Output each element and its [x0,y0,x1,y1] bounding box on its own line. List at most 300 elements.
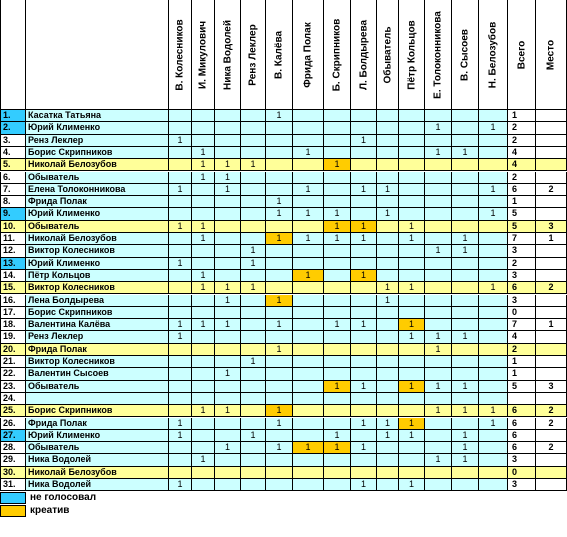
row-number: 29. [0,454,26,466]
vote-cell [215,454,241,466]
vote-cell [169,122,192,134]
vote-cell [452,110,479,122]
vote-cell: 1 [215,405,241,417]
vote-cell [399,172,425,184]
row-number: 14. [0,270,26,282]
vote-cell: 1 [399,233,425,245]
place-cell: 2 [536,442,567,454]
vote-cell [169,393,192,405]
vote-cell [192,479,215,491]
total-cell: 5 [508,381,536,393]
row-number: 18. [0,319,26,331]
vote-cell: 1 [293,442,324,454]
vote-cell [377,368,399,380]
column-header-label: Ника Водолей [222,19,233,90]
vote-cell: 1 [425,405,452,417]
vote-cell [215,344,241,356]
vote-cell [324,307,351,319]
place-cell [536,368,567,380]
vote-cell [377,159,399,171]
place-cell [536,245,567,257]
vote-cell: 1 [452,331,479,343]
vote-cell: 1 [425,245,452,257]
author-name: Фрида Полак [26,418,169,430]
vote-cell [241,381,266,393]
vote-cell [241,208,266,220]
vote-cell [399,368,425,380]
table-row [0,319,567,331]
legend-label: не голосовал [30,492,97,504]
vote-cell [351,430,377,442]
column-header-label: Л. Болдырева [358,19,369,90]
vote-cell [399,110,425,122]
vote-cell [241,110,266,122]
total-cell: 3 [508,270,536,282]
column-header [169,0,192,110]
vote-cell: 1 [169,258,192,270]
vote-cell [241,196,266,208]
vote-cell: 1 [215,172,241,184]
column-header [399,0,425,110]
place-cell: 3 [536,381,567,393]
vote-cell [351,282,377,294]
vote-cell [377,110,399,122]
vote-cell [266,430,293,442]
vote-cell: 1 [351,135,377,147]
vote-cell [452,172,479,184]
table-row [0,184,567,196]
place-cell [536,258,567,270]
vote-cell [169,344,192,356]
vote-cell [425,172,452,184]
vote-cell [293,479,324,491]
vote-cell [293,344,324,356]
total-cell: 2 [508,172,536,184]
vote-cell [169,147,192,159]
row-number: 28. [0,442,26,454]
vote-cell: 1 [215,319,241,331]
total-cell: 2 [508,122,536,134]
total-cell [508,393,536,405]
author-name: Обыватель [26,381,169,393]
vote-cell [324,135,351,147]
vote-cell [215,307,241,319]
total-cell: 3 [508,295,536,307]
place-cell [536,331,567,343]
vote-cell [266,331,293,343]
author-name: Борис Скрипников [26,405,169,417]
vote-cell: 1 [293,184,324,196]
vote-cell [479,368,508,380]
table-row [0,172,567,184]
total-cell: 0 [508,467,536,479]
vote-cell [293,196,324,208]
vote-cell [324,479,351,491]
vote-cell [241,295,266,307]
vote-cell [399,393,425,405]
column-header-label: Обыватель [382,25,393,84]
vote-cell: 1 [399,221,425,233]
vote-cell [241,368,266,380]
vote-cell [293,381,324,393]
vote-cell [479,135,508,147]
column-header-label: Н. Белозубов [487,21,499,88]
place-cell [536,479,567,491]
row-number: 23. [0,381,26,393]
vote-cell [425,208,452,220]
vote-cell [169,442,192,454]
vote-cell [324,282,351,294]
vote-cell [266,307,293,319]
vote-cell [479,159,508,171]
vote-cell: 1 [169,319,192,331]
legend-item [0,492,567,504]
place-cell [536,135,567,147]
total-cell: 7 [508,233,536,245]
vote-cell [241,307,266,319]
vote-cell [425,479,452,491]
vote-cell: 1 [425,122,452,134]
vote-cell [425,442,452,454]
vote-cell [479,270,508,282]
column-header-label: Е. Толоконникова [432,10,444,99]
row-number: 31. [0,479,26,491]
vote-cell [479,147,508,159]
vote-cell [169,381,192,393]
vote-cell [452,221,479,233]
vote-cell [351,122,377,134]
vote-cell [241,405,266,417]
vote-cell: 1 [266,196,293,208]
row-number: 2. [0,122,26,134]
column-header [241,0,266,110]
vote-cell [452,122,479,134]
vote-cell [192,331,215,343]
author-name: Николай Белозубов [26,159,169,171]
total-cell: 3 [508,245,536,257]
vote-cell [293,221,324,233]
row-number: 21. [0,356,26,368]
vote-cell [324,295,351,307]
vote-cell: 1 [266,295,293,307]
table-row [0,442,567,454]
vote-cell [351,258,377,270]
place-cell: 1 [536,233,567,245]
vote-cell [293,393,324,405]
total-cell: 3 [508,454,536,466]
vote-cell [377,393,399,405]
vote-cell: 1 [377,208,399,220]
vote-cell: 1 [377,282,399,294]
column-header-label: В. Колесников [174,18,186,91]
column-header [324,0,351,110]
vote-cell [452,344,479,356]
vote-cell [266,172,293,184]
vote-cell [266,122,293,134]
vote-cell [293,135,324,147]
vote-cell [377,135,399,147]
vote-cell [293,319,324,331]
total-cell: 6 [508,282,536,294]
vote-cell [452,258,479,270]
vote-cell [241,331,266,343]
author-name: Валентин Сысоев [26,368,169,380]
vote-cell: 1 [215,159,241,171]
row-number: 19. [0,331,26,343]
vote-cell [215,331,241,343]
vote-cell [215,356,241,368]
vote-cell: 1 [324,208,351,220]
vote-cell [399,467,425,479]
author-name: Юрий Клименко [26,122,169,134]
vote-cell [293,418,324,430]
vote-cell: 1 [324,233,351,245]
vote-cell [215,147,241,159]
column-header-label: И. Микулович [197,20,209,89]
vote-cell [351,307,377,319]
vote-cell [452,368,479,380]
vote-cell [377,307,399,319]
vote-cell [351,110,377,122]
vote-cell: 1 [399,282,425,294]
row-number: 3. [0,135,26,147]
vote-cell [266,368,293,380]
vote-cell [241,233,266,245]
vote-cell: 1 [169,184,192,196]
vote-cell: 1 [479,405,508,417]
author-name: Фрида Полак [26,196,169,208]
vote-cell [293,159,324,171]
vote-cell [293,430,324,442]
column-header-label: Б. Скрипников [331,18,343,91]
total-cell: 7 [508,319,536,331]
vote-cell [351,172,377,184]
vote-cell [425,418,452,430]
vote-cell [351,245,377,257]
vote-cell: 1 [479,122,508,134]
place-cell: 2 [536,184,567,196]
vote-cell [169,454,192,466]
vote-cell: 1 [452,454,479,466]
vote-cell: 1 [266,208,293,220]
vote-cell [169,282,192,294]
vote-cell [351,454,377,466]
vote-cell [169,307,192,319]
vote-cell: 1 [266,418,293,430]
vote-cell [169,356,192,368]
place-cell: 3 [536,221,567,233]
vote-cell [241,122,266,134]
vote-cell [479,258,508,270]
vote-cell: 1 [169,331,192,343]
vote-cell [293,307,324,319]
table-row [0,368,567,380]
total-cell: 6 [508,430,536,442]
vote-cell: 1 [169,135,192,147]
place-cell [536,344,567,356]
vote-cell [324,270,351,282]
vote-cell: 1 [479,282,508,294]
row-number: 9. [0,208,26,220]
vote-cell [215,245,241,257]
vote-cell [399,405,425,417]
vote-cell [399,135,425,147]
vote-cell [425,196,452,208]
vote-cell: 1 [377,418,399,430]
vote-cell: 1 [266,344,293,356]
vote-cell [266,159,293,171]
total-cell: 5 [508,208,536,220]
vote-cell: 1 [351,233,377,245]
vote-cell [377,356,399,368]
vote-cell: 1 [351,270,377,282]
vote-cell [479,381,508,393]
vote-cell [351,368,377,380]
table-row [0,356,567,368]
vote-cell: 1 [377,430,399,442]
author-name: Ника Водолей [26,479,169,491]
legend-item [0,505,567,517]
vote-cell: 1 [351,221,377,233]
table-row [0,208,567,220]
column-header [192,0,215,110]
vote-cell [479,344,508,356]
total-cell: 3 [508,479,536,491]
vote-cell [293,368,324,380]
vote-cell [215,196,241,208]
row-number: 12. [0,245,26,257]
vote-cell [266,356,293,368]
column-header [536,0,567,110]
total-cell: 4 [508,331,536,343]
vote-cell [377,221,399,233]
vote-cell [351,208,377,220]
vote-cell: 1 [293,270,324,282]
vote-cell [241,221,266,233]
vote-cell: 1 [452,233,479,245]
vote-cell [192,381,215,393]
vote-cell [351,393,377,405]
author-name: Обыватель [26,442,169,454]
vote-cell [266,147,293,159]
vote-cell [169,270,192,282]
table-row [0,122,567,134]
vote-cell: 1 [215,295,241,307]
vote-cell [241,172,266,184]
table-row [0,221,567,233]
place-cell [536,430,567,442]
vote-cell [266,135,293,147]
place-cell [536,147,567,159]
vote-cell [266,258,293,270]
author-name: Обыватель [26,172,169,184]
vote-cell: 1 [215,442,241,454]
vote-cell: 1 [192,233,215,245]
vote-cell [241,442,266,454]
vote-cell: 1 [324,381,351,393]
table-row [0,418,567,430]
vote-cell: 1 [351,184,377,196]
vote-cell: 1 [266,233,293,245]
vote-cell [293,454,324,466]
vote-cell: 1 [399,331,425,343]
vote-cell [192,196,215,208]
row-number: 26. [0,418,26,430]
vote-cell: 1 [351,381,377,393]
vote-cell: 1 [452,430,479,442]
vote-cell [399,295,425,307]
vote-cell [169,110,192,122]
vote-cell [324,356,351,368]
vote-cell [215,418,241,430]
vote-cell [215,381,241,393]
row-number: 27. [0,430,26,442]
vote-cell [399,307,425,319]
vote-cell [169,245,192,257]
vote-cell: 1 [241,430,266,442]
total-cell: 6 [508,405,536,417]
vote-cell: 1 [351,442,377,454]
vote-cell [324,122,351,134]
vote-cell [324,454,351,466]
vote-cell [215,221,241,233]
place-cell [536,159,567,171]
vote-cell [266,381,293,393]
total-cell: 6 [508,442,536,454]
vote-cell: 1 [241,356,266,368]
vote-cell: 1 [324,430,351,442]
vote-cell: 1 [452,405,479,417]
vote-cell [266,393,293,405]
vote-cell: 1 [241,258,266,270]
vote-cell [266,221,293,233]
table-row [0,159,567,171]
table-row [0,147,567,159]
row-number: 8. [0,196,26,208]
vote-cell [377,258,399,270]
vote-cell [241,147,266,159]
vote-cell [215,270,241,282]
row-number: 16. [0,295,26,307]
vote-cell [479,393,508,405]
vote-cell: 1 [266,405,293,417]
author-name: Обыватель [26,221,169,233]
vote-cell [266,282,293,294]
author-name [26,393,169,405]
vote-cell [192,307,215,319]
vote-cell [192,356,215,368]
vote-cell [192,344,215,356]
vote-cell [324,196,351,208]
table-row [0,245,567,257]
vote-cell [293,110,324,122]
vote-cell [425,467,452,479]
vote-cell [324,172,351,184]
vote-cell: 1 [479,184,508,196]
vote-cell: 1 [324,159,351,171]
table-row [0,282,567,294]
vote-cell [425,430,452,442]
vote-cell [452,393,479,405]
vote-cell [169,208,192,220]
vote-cell [479,467,508,479]
column-header-label: В. Калёва [273,30,285,79]
vote-cell [425,356,452,368]
vote-cell [479,196,508,208]
table-row [0,479,567,491]
vote-cell [425,368,452,380]
vote-cell [452,467,479,479]
